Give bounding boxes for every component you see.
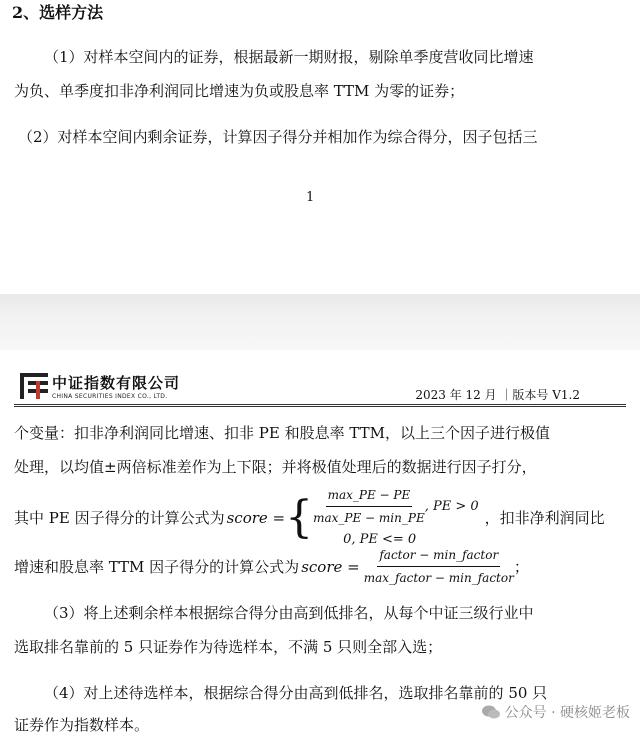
para3-line2: 选取排名靠前的 5 只证券作为待选样本，不满 5 只则全部入选； bbox=[14, 638, 443, 656]
logo-en-text: CHINA SECURITIES INDEX CO., LTD. bbox=[52, 393, 168, 400]
formula1-cond1: , PE > 0 bbox=[424, 498, 479, 514]
watermark bbox=[481, 702, 630, 722]
logo-cn-text: 中证指数有限公司 bbox=[52, 374, 181, 392]
formula1-suffix: ，扣非净利润同比 bbox=[484, 508, 605, 527]
company-logo bbox=[20, 372, 180, 400]
para1-line2: 为负、单季度扣非净利润同比增速为负或股息率 TTM 为零的证券； bbox=[14, 82, 465, 100]
body-line1: 个变量：扣非净利润同比增速、扣非 PE 和股息率 TTM，以上三个因子进行极值 bbox=[14, 424, 550, 442]
formula2-numerator: factor − min_factor bbox=[377, 544, 500, 567]
formula1-lhs: score = bbox=[226, 508, 286, 527]
para1-line1: （1）对样本空间内的证券，根据最新一期财报，剔除单季度营收同比增速 bbox=[44, 48, 534, 66]
formula1-brace: { bbox=[285, 491, 314, 543]
watermark-text: 公众号 · 硬核姬老板 bbox=[504, 705, 630, 721]
formula1-cases bbox=[313, 484, 479, 551]
formula1-prefix: 其中 PE 因子得分的计算公式为 bbox=[14, 508, 225, 527]
formula1-denominator: max_PE − min_PE bbox=[313, 511, 425, 525]
formula2-suffix: ； bbox=[513, 557, 529, 576]
section-heading: 2、选样方法 bbox=[12, 3, 104, 22]
formula1-case2: 0, PE <= 0 bbox=[343, 532, 417, 547]
formula2-denominator: max_factor − min_factor bbox=[363, 571, 514, 585]
header-rule-2 bbox=[14, 406, 626, 407]
para2-line1: （2）对样本空间内剩余证券，计算因子得分并相加作为综合得分，因子包括三 bbox=[18, 128, 538, 146]
header-rule bbox=[14, 404, 626, 405]
para4-line1: （4）对上述待选样本，根据综合得分由高到低排名，选取排名靠前的 50 只 bbox=[44, 684, 548, 702]
page-number: 1 bbox=[306, 190, 315, 205]
formula1-numerator: max_PE − PE bbox=[326, 484, 413, 507]
para4-line2: 证券作为指数样本。 bbox=[14, 716, 150, 734]
formula2-prefix: 增速和股息率 TTM 因子得分的计算公式为 bbox=[14, 557, 300, 576]
formula1-fraction bbox=[313, 484, 425, 529]
formula2-fraction bbox=[364, 544, 514, 589]
formula2-line bbox=[14, 544, 529, 589]
page-separator bbox=[0, 294, 640, 350]
wechat-icon bbox=[481, 704, 501, 720]
para3-line1: （3）将上述剩余样本根据综合得分由高到低排名，从每个中证三级行业中 bbox=[44, 604, 534, 622]
body-line2: 处理，以均值±两倍标准差作为上下限；并将极值处理后的数据进行因子打分， bbox=[14, 458, 537, 476]
formula1-line bbox=[14, 484, 605, 551]
version-info: 2023 年 12 月 ｜版本号 V1.2 bbox=[415, 388, 580, 402]
logo-mark-icon bbox=[20, 373, 48, 399]
formula2-lhs: score = bbox=[301, 557, 360, 576]
